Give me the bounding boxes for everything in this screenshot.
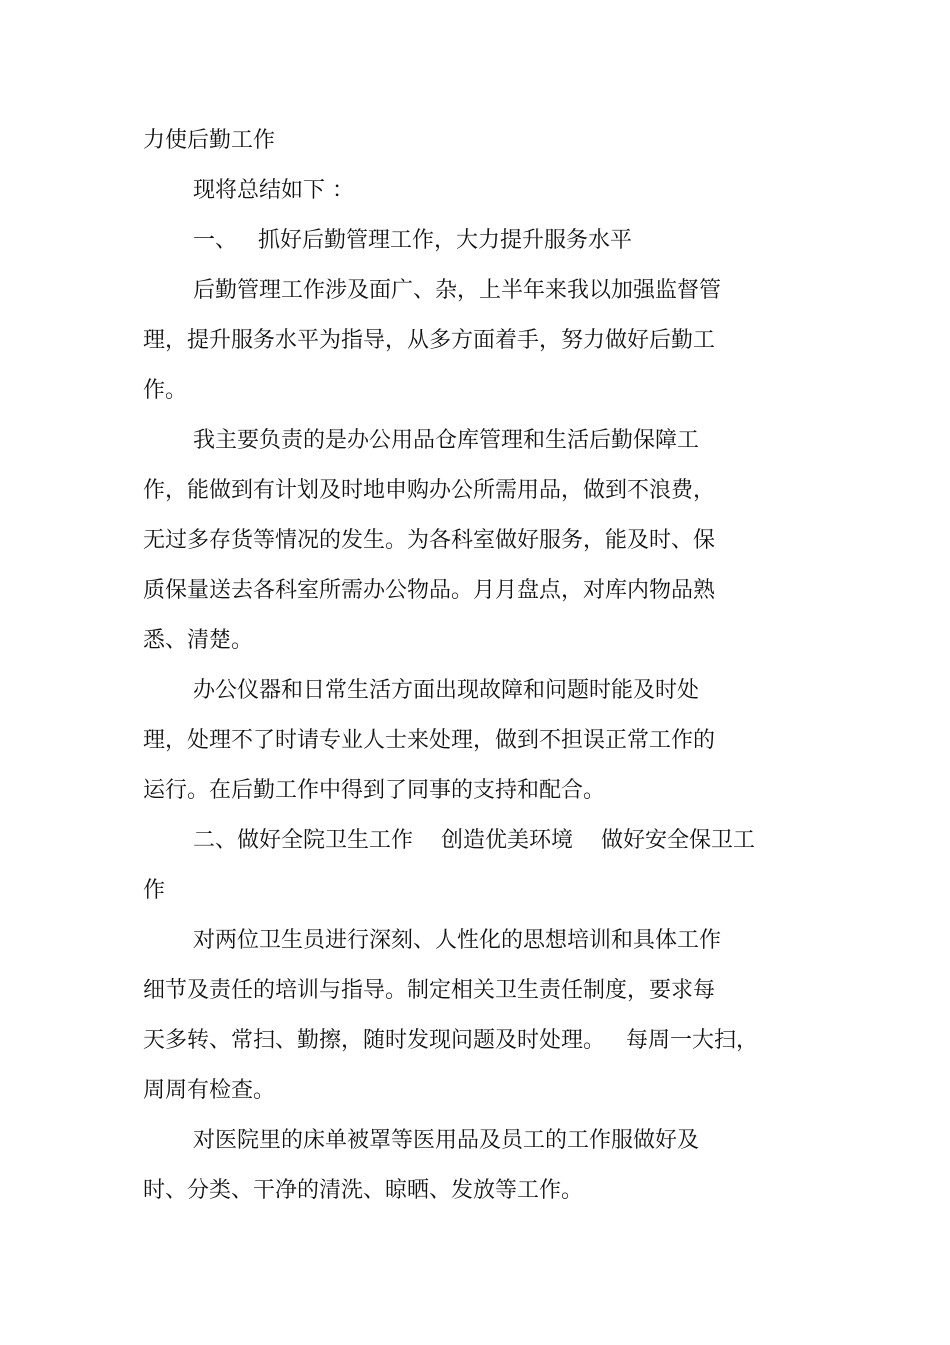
text-line: 理，处理不了时请专业人士来处理，做到不担误正常工作的 xyxy=(143,728,716,753)
text-line: 质保量送去各科室所需办公物品。月月盘点，对库内物品熟 xyxy=(143,578,716,603)
text-line: 现将总结如下 ： xyxy=(193,178,354,203)
text-line: 对两位卫生员进行深刻、人性化的思想培训和具体工作 xyxy=(193,928,722,953)
text-line: 对医院里的床单被罩等医用品及员工的工作服做好及 xyxy=(193,1128,700,1153)
text-line: 我主要负责的是办公用品仓库管理和生活后勤保障工 xyxy=(193,428,700,453)
text-line: 天多转、常扫、勤擦，随时发现问题及时处理。 每周一大扫， xyxy=(143,1028,758,1053)
text-line: 作。 xyxy=(143,378,188,403)
text-line: 作，能做到有计划及时地申购办公所需用品，做到不浪费， xyxy=(143,478,716,503)
text-line: 办公仪器和日常生活方面出现故障和问题时能及时处 xyxy=(193,678,700,703)
section-heading: 二、做好全院卫生工作 创造优美环境 做好安全保卫工 xyxy=(193,828,755,853)
text-line: 运行。在后勤工作中得到了同事的支持和配合。 xyxy=(143,778,606,803)
text-line: 作 xyxy=(143,878,166,903)
text-line: 悉、清楚。 xyxy=(143,628,254,653)
section-heading: 一、 抓好后勤管理工作，大力提升服务水平 xyxy=(193,228,632,253)
text-line: 后勤管理工作涉及面广、杂，上半年来我以加强监督管 xyxy=(193,278,722,303)
text-line: 周周有检查。 xyxy=(143,1078,276,1103)
text-line: 无过多存货等情况的发生。为各科室做好服务，能及时、保 xyxy=(143,528,716,553)
text-line: 细节及责任的培训与指导。制定相关卫生责任制度，要求每 xyxy=(143,978,716,1003)
text-line: 理，提升服务水平为指导，从多方面着手，努力做好后勤工 xyxy=(143,328,716,353)
text-line: 时、分类、干净的清洗、晾晒、发放等工作。 xyxy=(143,1178,584,1203)
text-line: 力使后勤工作 xyxy=(143,128,276,153)
